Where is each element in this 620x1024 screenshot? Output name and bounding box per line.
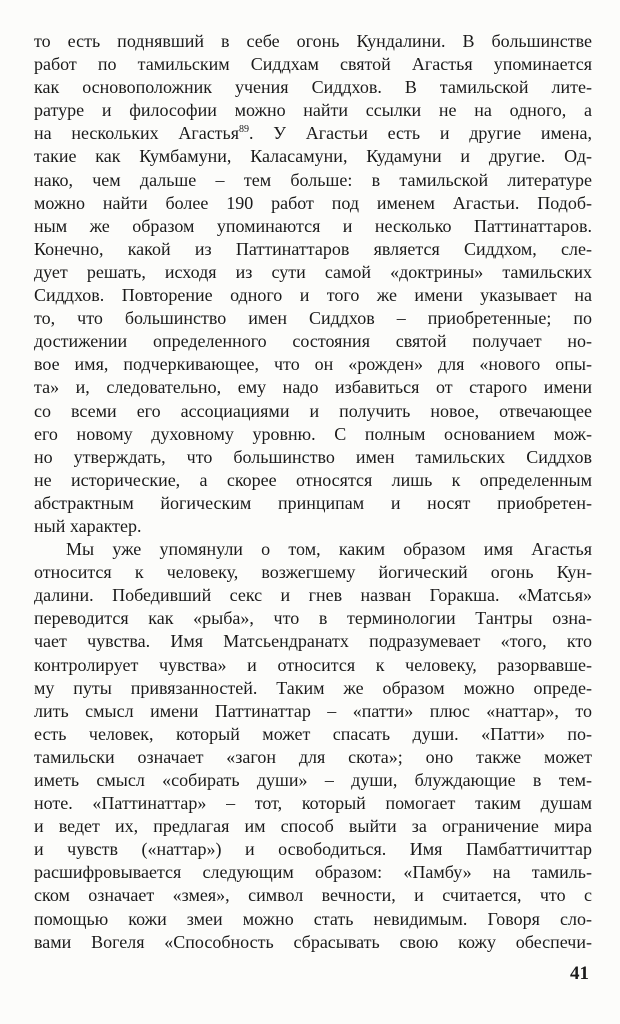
text-line: достижении определенного состояния святой получает но- bbox=[34, 331, 592, 352]
page-body bbox=[34, 30, 592, 954]
text-line: лить смысл имени Паттинаттар – «патти» плюс «наттар», то bbox=[34, 700, 592, 721]
text-line: далини. Победивший секс и гнев назван Горакша. «Матсья» bbox=[34, 585, 592, 606]
text-line: есть человек, который может спасать души. «Патти» по- bbox=[34, 723, 592, 744]
text-line: ноте. «Паттинаттар» – тот, который помогает таким душам bbox=[34, 793, 592, 814]
text-line: ным же образом упоминаются и несколько Паттинаттаров. bbox=[34, 215, 592, 236]
text-line: работ по тамильским Сиддхам святой Агастья упоминается bbox=[34, 54, 592, 75]
text-line: та» и, следовательно, ему надо избавиться от старого имени bbox=[34, 377, 592, 398]
text-line: вое имя, подчеркивающее, что он «рожден» для «нового опы- bbox=[34, 354, 592, 375]
text-line: нако, чем дальше – тем больше: в тамильской литературе bbox=[34, 169, 592, 190]
text-line: можно найти более 190 работ под именем Агастьи. Подоб- bbox=[34, 192, 592, 213]
paragraph bbox=[34, 538, 592, 954]
text-line: то есть поднявший в себе огонь Кундалини. В большинстве bbox=[34, 31, 592, 51]
text-line: тамильски означает «загон для скота»; оно также может bbox=[34, 746, 592, 767]
text-line: иметь смысл «собирать души» – души, блуждающие в тем- bbox=[34, 770, 592, 790]
text-line: абстрактным йогическим принципам и носят приобретен- bbox=[34, 492, 592, 513]
text-line: ском означает «змея», символ вечности, и считается, что с bbox=[34, 885, 592, 906]
text-line: чает чувства. Имя Матсьендранатх подразумевает «того, кто bbox=[34, 631, 592, 652]
text-line: то, что большинство имен Сиддхов – приобретенные; по bbox=[34, 308, 592, 329]
text-line: не исторические, а скорее относятся лишь к определенным bbox=[34, 469, 592, 490]
text-line: помощью кожи змеи можно стать невидимым. Говоря сло- bbox=[34, 908, 592, 929]
text-line: Мы уже упомянули о том, каким образом имя Агастья bbox=[66, 539, 592, 560]
text-line: относится к человеку, возжегшему йогический огонь Кун- bbox=[34, 562, 592, 583]
text-line: его новому духовному уровню. С полным основанием мож- bbox=[34, 423, 592, 444]
text-line: и ведет их, предлагая им способ выйти за ограничение мира bbox=[34, 816, 592, 837]
text-line: как основоположник учения Сиддхов. В тамильской лите- bbox=[34, 77, 592, 98]
text-line: вами Вогеля «Способность сбрасывать свою кожу обеспечи- bbox=[34, 931, 592, 952]
text-line: и чувств («наттар») и освободиться. Имя Памбаттичиттар bbox=[34, 839, 592, 860]
text-line: дует решать, исходя из сути самой «доктрины» тамильских bbox=[34, 261, 592, 282]
text-line: му путы привязанностей. Таким же образом можно опреде- bbox=[34, 677, 592, 698]
paragraph bbox=[34, 30, 592, 538]
page-number: 41 bbox=[570, 963, 589, 984]
text-line: переводится как «рыба», что в терминологии Тантры озна- bbox=[34, 608, 592, 629]
text-line: Конечно, какой из Паттинаттаров является Сиддхом, сле- bbox=[34, 238, 592, 259]
text-line: на нескольких Агастья$^{89}$. У Агастьи есть и другие имена, bbox=[34, 123, 592, 144]
text-line: такие как Кумбамуни, Каласамуни, Кудамуни и другие. Од- bbox=[34, 146, 592, 167]
text-line: расшифровывается следующим образом: «Памбу» на тамиль- bbox=[34, 862, 592, 883]
text-line: но утверждать, что большинство имен тамильских Сиддхов bbox=[34, 446, 592, 467]
text-line: контролирует чувства» и относится к человеку, разорвавше- bbox=[34, 654, 592, 675]
text-line: ратуре и философии можно найти ссылки не на одного, а bbox=[34, 100, 592, 121]
text-line: Сиддхов. Повторение одного и того же имени указывает на bbox=[34, 285, 592, 306]
text-line: со всеми его ассоциациями и получить новое, отвечающее bbox=[34, 400, 592, 421]
footnote-marker: 89 bbox=[239, 124, 250, 136]
text-line: ный характер. bbox=[34, 515, 142, 536]
